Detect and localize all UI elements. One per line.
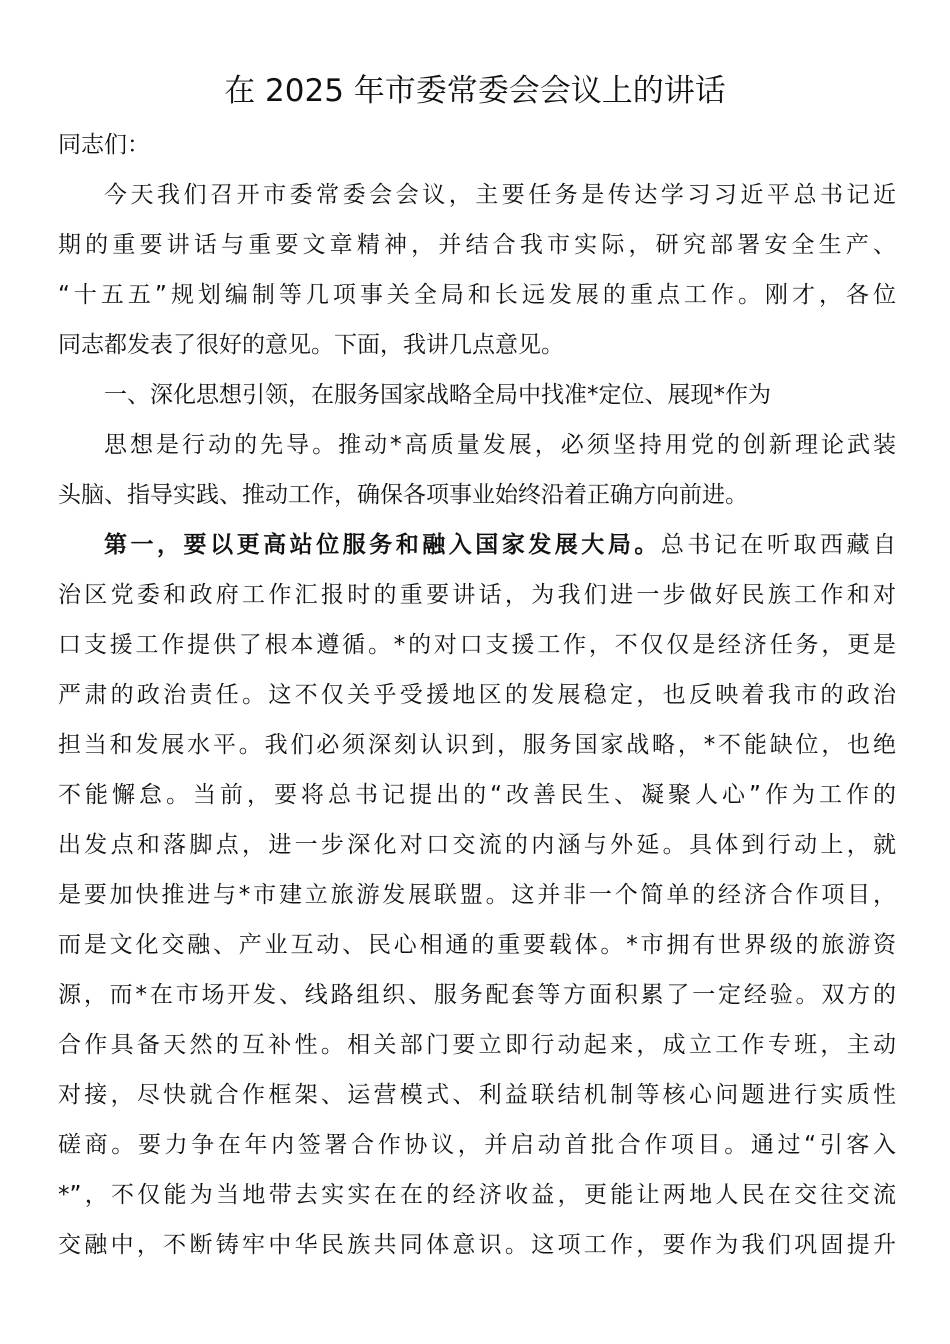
salutation: 同志们： (58, 132, 150, 158)
paragraph-3-line-5: 担当和发展水平。我们必须深刻认识到，服务国家战略，*不能缺位，也绝 (58, 732, 896, 758)
paragraph-1-line-2: 期的重要讲话与重要文章精神，并结合我市实际，研究部署安全生产、 (58, 232, 896, 258)
paragraph-3-line-2: 治区党委和政府工作汇报时的重要讲话，为我们进一步做好民族工作和对 (58, 582, 896, 608)
paragraph-3-line-13: 磋商。要力争在年内签署合作协议，并启动首批合作项目。通过“引客入 (58, 1132, 896, 1158)
paragraph-1-line-4: 同志都发表了很好的意见。下面，我讲几点意见。 (58, 332, 564, 358)
paragraph-3-line-4: 严肃的政治责任。这不仅关乎受援地区的发展稳定，也反映着我市的政治 (58, 682, 896, 708)
section-heading-1: 一、深化思想引领，在服务国家战略全局中找准*定位、展现*作为 (104, 382, 771, 408)
paragraph-3-line-9: 而是文化交融、产业互动、民心相通的重要载体。*市拥有世界级的旅游资 (58, 932, 896, 958)
paragraph-3-line-6: 不能懈怠。当前，要将总书记提出的“改善民生、凝聚人心”作为工作的 (58, 782, 896, 808)
paragraph-3-line-11: 合作具备天然的互补性。相关部门要立即行动起来，成立工作专班，主动 (58, 1032, 896, 1058)
paragraph-2-line-2: 头脑、指导实践、推动工作，确保各项事业始终沿着正确方向前进。 (58, 482, 748, 508)
paragraph-3-line-3: 口支援工作提供了根本遵循。*的对口支援工作，不仅仅是经济任务，更是 (58, 632, 896, 658)
paragraph-3-line-7: 出发点和落脚点，进一步深化对口交流的内涵与外延。具体到行动上，就 (58, 832, 896, 858)
paragraph-3-lead-rest: 总书记在听取西藏自 (660, 532, 897, 558)
paragraph-1-line-3: “十五五”规划编制等几项事关全局和长远发展的重点工作。刚才，各位 (58, 282, 896, 308)
document-body (58, 120, 896, 1270)
paragraph-3-line-15: 交融中，不断铸牢中华民族共同体意识。这项工作，要作为我们巩固提升 (58, 1232, 896, 1258)
paragraph-1-line-1: 今天我们召开市委常委会会议，主要任务是传达学习习近平总书记近 (104, 182, 896, 208)
document-title: 在 2025 年市委常委会会议上的讲话 (224, 73, 726, 109)
paragraph-2-line-1: 思想是行动的先导。推动*高质量发展，必须坚持用党的创新理论武装 (104, 432, 896, 458)
paragraph-3-line-10: 源，而*在市场开发、线路组织、服务配套等方面积累了一定经验。双方的 (58, 982, 896, 1008)
paragraph-3-lead-line (58, 520, 896, 570)
paragraph-3-bold-lead: 第一，要以更高站位服务和融入国家发展大局。 (104, 532, 661, 558)
paragraph-3-line-8: 是要加快推进与*市建立旅游发展联盟。这并非一个简单的经济合作项目， (58, 882, 896, 908)
paragraph-3-line-14: *”，不仅能为当地带去实实在在的经济收益，更能让两地人民在交往交流 (58, 1182, 896, 1208)
paragraph-3-line-12: 对接，尽快就合作框架、运营模式、利益联结机制等核心问题进行实质性 (58, 1082, 896, 1108)
